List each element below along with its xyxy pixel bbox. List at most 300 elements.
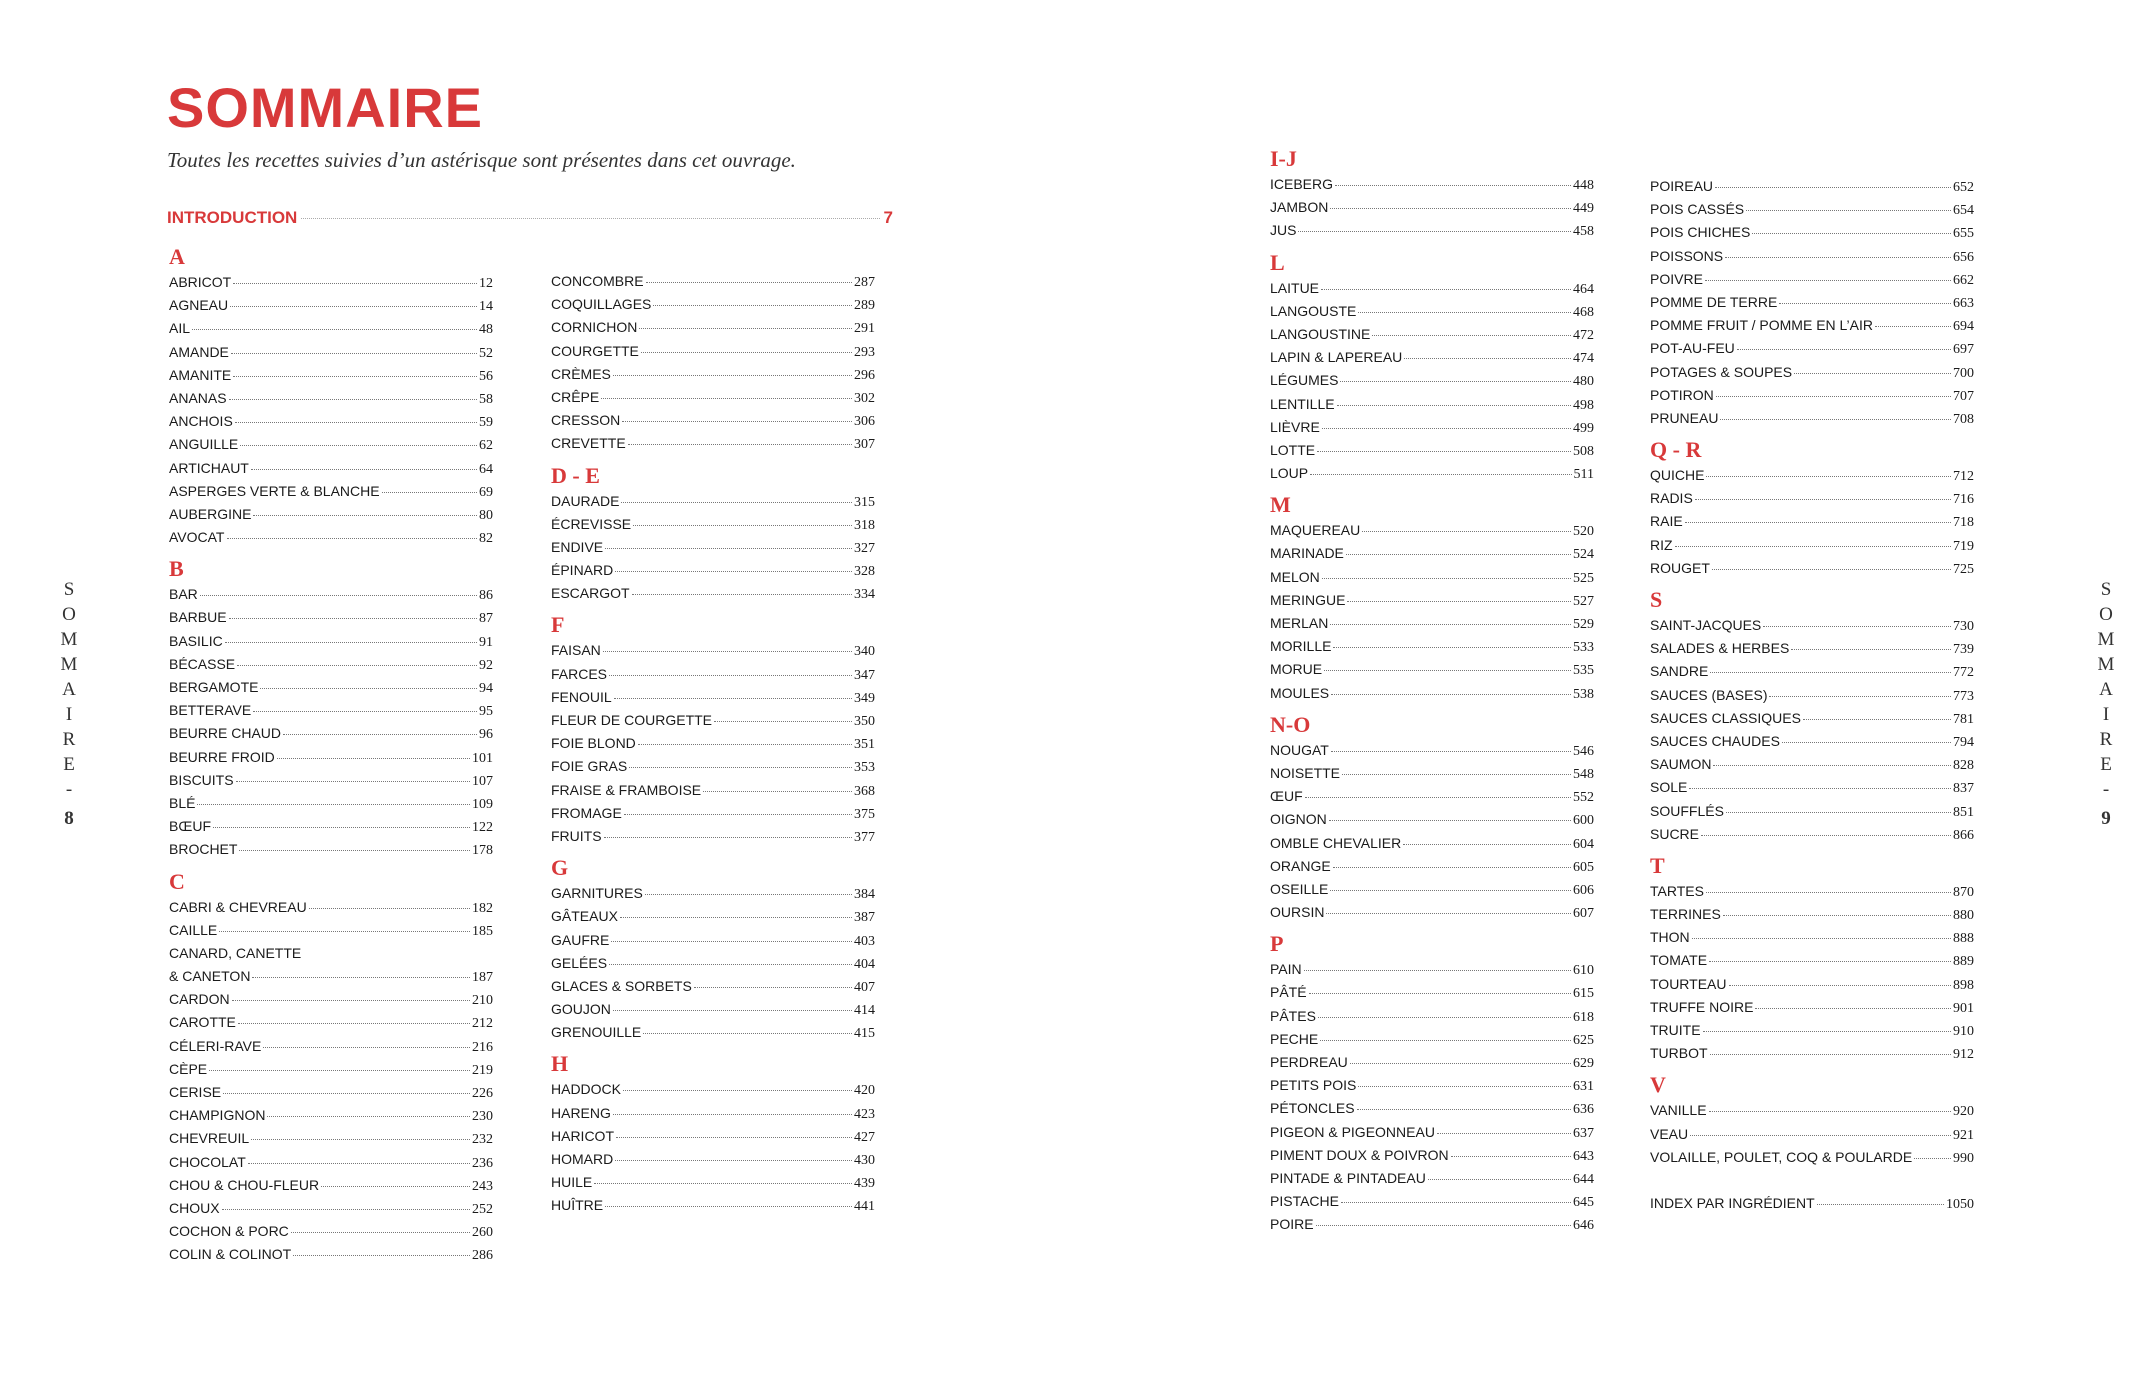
index-entry[interactable] [1270,396,1594,419]
index-entry[interactable] [551,1024,875,1047]
index-entry[interactable] [551,1174,875,1197]
index-entry[interactable] [1270,592,1594,615]
entry-page: 420 [854,1083,875,1099]
letter-heading: M [1270,492,1291,518]
leader-dots [1321,289,1571,290]
entry-name: PISTACHE [1270,1193,1339,1210]
entry-name: FRAISE & FRAMBOISE [551,781,702,798]
index-entry[interactable] [1650,537,1974,560]
index-entry[interactable] [1650,364,1974,387]
entry-name: INDEX PAR INGRÉDIENT [1650,1195,1815,1212]
leader-dots [1362,531,1571,532]
entry-page: 781 [1953,711,1974,727]
index-entry[interactable] [1650,906,1974,929]
index-entry[interactable] [1650,999,1974,1022]
index-entry[interactable] [551,1081,875,1104]
index-entry[interactable] [1650,733,1974,756]
index-entry[interactable] [1270,858,1594,881]
entry-name: LENTILLE [1270,395,1335,412]
entry-name: LOUP [1270,465,1309,482]
index-entry[interactable] [551,666,875,689]
index-entry[interactable] [1650,387,1974,410]
index-entry[interactable] [551,908,875,931]
index-entry[interactable] [1270,1100,1594,1123]
entry-page: 511 [1573,467,1594,483]
entry-page: 472 [1573,327,1594,343]
entry-page: 210 [472,993,493,1009]
index-entry[interactable] [1270,661,1594,684]
index-entry[interactable] [551,978,875,1001]
leader-dots [1309,993,1571,994]
entry-page: 662 [1953,272,1974,288]
index-entry[interactable] [1650,410,1974,433]
index-entry[interactable] [1650,178,1974,201]
index-entry[interactable] [1650,1195,1974,1218]
index-entry[interactable] [1650,224,1974,247]
index-entry[interactable] [551,366,875,389]
index-entry[interactable] [169,922,493,945]
entry-name: POTAGES & SOUPES [1650,363,1793,380]
entry-name: BAR [169,586,198,603]
entry-name: OSEILLE [1270,880,1329,897]
leader-dots [632,594,852,595]
index-entry[interactable] [1270,442,1594,465]
index-entry[interactable] [1650,294,1974,317]
index-entry[interactable] [1270,638,1594,661]
index-entry[interactable] [169,1130,493,1153]
leader-dots [225,642,477,643]
leader-dots [240,445,477,446]
entry-page: 403 [854,933,875,949]
entry-page: 499 [1573,420,1594,436]
entry-name: TOURTEAU [1650,975,1727,992]
leader-dots [605,548,852,549]
index-entry[interactable] [1270,904,1594,927]
index-entry[interactable] [1650,756,1974,779]
index-entry[interactable] [1650,248,1974,271]
leader-dots [1318,1017,1571,1018]
leader-dots [192,329,477,330]
index-entry[interactable] [169,529,493,552]
leader-dots [1710,1054,1951,1055]
index-entry[interactable] [1270,1193,1594,1216]
index-entry[interactable] [169,968,493,991]
side-letter: E [63,754,75,775]
entry-page: 615 [1573,986,1594,1002]
entry-name: POMME FRUIT / POMME EN L’AIR [1650,317,1873,334]
entry-page: 990 [1953,1150,1974,1166]
index-entry[interactable] [1270,326,1594,349]
index-entry[interactable] [169,390,493,413]
leader-dots [1689,788,1951,789]
entry-page: 91 [479,634,493,650]
index-entry[interactable] [551,585,875,608]
index-entry[interactable] [169,725,493,748]
index-entry[interactable] [169,1246,493,1269]
index-entry[interactable] [551,319,875,342]
entry-page: 327 [854,540,875,556]
index-entry[interactable] [1270,1216,1594,1239]
index-entry[interactable] [1270,615,1594,638]
entry-page: 287 [854,275,875,290]
entry-page: 828 [1953,758,1974,774]
leader-dots [1875,326,1951,327]
leader-dots [1333,867,1571,868]
index-entry[interactable] [1270,1124,1594,1147]
entry-name: CRÊPE [551,388,600,405]
side-letter: E [2100,754,2112,775]
entry-page: 889 [1953,954,1974,970]
index-entry[interactable] [1650,513,1974,536]
index-entry[interactable] [551,1197,875,1220]
entry-name: ESCARGOT [551,585,630,602]
leader-dots [594,1183,852,1184]
introduction-entry[interactable] [167,208,893,228]
index-entry[interactable] [169,795,493,818]
letter-heading: Q - R [1650,437,1702,463]
index-entry[interactable] [1650,271,1974,294]
index-entry[interactable] [1650,826,1974,849]
index-entry[interactable] [1270,961,1594,984]
index-entry [1650,1172,1974,1195]
index-entry[interactable] [169,1014,493,1037]
leader-dots [633,525,852,526]
index-entry[interactable] [169,1177,493,1200]
index-entry[interactable] [169,679,493,702]
leader-dots [1326,913,1571,914]
index-entry[interactable] [551,389,875,412]
index-entry[interactable] [1650,976,1974,999]
index-entry[interactable] [1270,765,1594,788]
entry-page: 307 [854,437,875,453]
leader-dots [1330,208,1571,209]
index-entry[interactable] [551,805,875,828]
index-entry[interactable] [169,586,493,609]
index-entry[interactable] [1270,522,1594,545]
index-entry[interactable] [1270,1077,1594,1100]
entry-page: 643 [1573,1148,1594,1164]
entry-name: BROCHET [169,841,238,858]
index-entry[interactable] [169,633,493,656]
entry-name: FAISAN [551,642,601,659]
entry-page: 92 [479,657,493,673]
entry-name: POTIRON [1650,386,1714,403]
index-entry[interactable] [1270,419,1594,442]
leader-dots [236,781,470,782]
index-entry[interactable] [1650,340,1974,363]
entry-page: 182 [472,900,493,916]
entry-name: HARICOT [551,1127,614,1144]
index-entry[interactable] [551,1151,875,1174]
index-entry[interactable] [1650,929,1974,952]
index-entry[interactable] [1270,465,1594,488]
index-entry[interactable] [1270,545,1594,568]
page-number: 8 [64,808,74,829]
entry-page: 315 [854,494,875,510]
index-entry[interactable] [169,945,493,968]
leader-dots [197,804,470,805]
leader-dots [1350,1063,1571,1064]
index-entry[interactable] [169,702,493,725]
entry-page: 739 [1953,642,1974,658]
index-entry[interactable] [551,435,875,458]
index-entry[interactable] [169,344,493,367]
index-entry[interactable] [1270,199,1594,222]
entry-page: 637 [1573,1125,1594,1141]
index-entry[interactable] [169,367,493,390]
index-entry[interactable] [1270,372,1594,395]
index-entry[interactable] [169,297,493,320]
leader-dots [229,618,477,619]
index-entry[interactable] [1650,803,1974,826]
index-column [1270,142,1594,1240]
index-entry[interactable] [1270,685,1594,708]
leader-dots [1331,694,1571,695]
index-entry[interactable] [551,539,875,562]
index-entry[interactable] [1270,788,1594,811]
index-entry[interactable] [1650,1149,1974,1172]
entry-name: LIÈVRE [1270,418,1320,435]
entry-name: CÉLERI-RAVE [169,1037,262,1054]
entry-name: NOUGAT [1270,741,1329,758]
index-entry[interactable] [1270,569,1594,592]
index-entry[interactable] [1270,1008,1594,1031]
index-entry[interactable] [1650,1022,1974,1045]
index-entry[interactable] [169,656,493,679]
index-entry[interactable] [551,885,875,908]
index-entry[interactable] [1650,1102,1974,1125]
index-entry[interactable] [551,412,875,435]
entry-name: CREVETTE [551,435,626,452]
index-entry[interactable] [169,749,493,772]
entry-name: HUÎTRE [551,1197,604,1214]
entry-name: ANANAS [169,389,227,406]
index-entry[interactable] [169,1107,493,1130]
index-entry[interactable] [1650,883,1974,906]
index-entry[interactable] [169,609,493,632]
entry-name: PECHE [1270,1030,1319,1047]
index-entry[interactable] [551,562,875,585]
index-entry[interactable] [169,274,493,297]
entry-name: VOLAILLE, POULET, COQ & POULARDE [1650,1148,1913,1165]
leader-dots [1709,1111,1951,1112]
index-entry[interactable] [551,273,875,296]
index-entry[interactable] [169,1061,493,1084]
entry-name: BEURRE FROID [169,748,275,765]
entry-name: COCHON & PORC [169,1223,289,1240]
entry-name: SOUFFLÉS [1650,802,1724,819]
index-entry[interactable] [169,483,493,506]
index-entry[interactable] [551,1128,875,1151]
entry-page: 252 [472,1201,493,1217]
entry-name: FRUITS [551,827,602,844]
entry-page: 109 [472,796,493,812]
page-title: SOMMAIRE [167,76,483,139]
index-entry[interactable] [551,712,875,735]
index-entry[interactable] [1270,303,1594,326]
leader-dots [1705,280,1951,281]
index-entry[interactable] [551,1105,875,1128]
entry-page: 618 [1573,1009,1594,1025]
entry-name: COURGETTE [551,342,639,359]
entry-name: POISSONS [1650,247,1724,264]
letter-heading: A [169,244,185,269]
index-entry[interactable] [1650,663,1974,686]
index-entry[interactable] [1650,1126,1974,1149]
index-entry[interactable] [169,506,493,529]
entry-name: BÉCASSE [169,655,236,672]
entry-name: COLIN & COLINOT [169,1246,292,1263]
leader-dots [1685,522,1951,523]
entry-name: CAILLE [169,921,218,938]
entry-page: 59 [479,415,493,431]
entry-page: 921 [1953,1127,1974,1143]
leader-dots [1316,1225,1571,1226]
index-entry[interactable] [1650,779,1974,802]
index-entry[interactable] [551,493,875,516]
index-entry[interactable] [551,689,875,712]
leader-dots [1310,474,1571,475]
leader-dots [1428,1179,1571,1180]
index-entry[interactable] [169,436,493,459]
index-entry[interactable] [1270,176,1594,199]
entry-name: POMME DE TERRE [1650,293,1778,310]
index-entry[interactable] [1650,467,1974,490]
leader-dots [252,977,470,978]
entry-name: ARTICHAUT [169,459,249,476]
entry-name: TRUITE [1650,1022,1701,1038]
index-entry[interactable] [169,413,493,436]
index-entry[interactable] [1650,201,1974,224]
leader-dots [1737,349,1951,350]
index-entry[interactable] [551,343,875,366]
entry-name: BEURRE CHAUD [169,725,282,742]
leader-dots [616,1137,852,1138]
index-entry[interactable] [1650,952,1974,975]
index-entry[interactable] [169,991,493,1014]
leader-dots [301,218,879,219]
index-entry[interactable] [551,955,875,978]
entry-name: BISCUITS [169,771,234,788]
entry-page: 851 [1953,804,1974,820]
entry-page: 449 [1573,201,1594,217]
entry-page: 866 [1953,827,1974,843]
index-entry[interactable] [551,735,875,758]
leader-dots [222,1209,470,1210]
index-entry[interactable] [1650,317,1974,340]
index-entry[interactable] [1270,811,1594,834]
index-entry[interactable] [1270,984,1594,1007]
index-entry[interactable] [169,1154,493,1177]
entry-page: 368 [854,783,875,799]
index-entry[interactable] [1270,742,1594,765]
entry-name: RADIS [1650,490,1693,507]
index-entry[interactable] [1270,1170,1594,1193]
leader-dots [638,744,852,745]
index-entry[interactable] [1650,490,1974,513]
index-entry[interactable] [1270,280,1594,303]
side-label-right [2094,577,2118,831]
leader-dots [253,711,477,712]
index-entry[interactable] [1650,1045,1974,1068]
side-letter: R [62,729,76,750]
index-entry[interactable] [1270,1031,1594,1054]
index-entry[interactable] [1270,1054,1594,1077]
leader-dots [603,651,852,652]
leader-dots [1298,231,1571,232]
entry-name: LANGOUSTINE [1270,325,1371,342]
index-entry[interactable] [1650,710,1974,733]
index-entry[interactable] [1270,835,1594,858]
entry-name: CHOU & CHOU-FLEUR [169,1176,320,1193]
entry-name: CORNICHON [551,319,638,336]
index-entry[interactable] [1270,1147,1594,1170]
index-entry[interactable] [551,758,875,781]
index-entry[interactable] [169,460,493,483]
entry-name: CÈPE [169,1060,208,1077]
entry-page: 212 [472,1016,493,1032]
entry-page: 351 [854,737,875,753]
entry-name: CHOUX [169,1199,220,1216]
entry-page: 187 [472,970,493,986]
index-entry[interactable] [1650,617,1974,640]
entry-name: POIS CASSÉS [1650,201,1745,218]
entry-page: 56 [479,368,493,384]
index-entry[interactable] [169,772,493,795]
index-entry[interactable] [551,932,875,955]
index-entry[interactable] [1650,687,1974,710]
entry-name: FROMAGE [551,804,622,821]
leader-dots [604,837,852,838]
index-entry[interactable] [551,782,875,805]
index-entry[interactable] [551,1001,875,1024]
entry-name: ORANGE [1270,857,1331,874]
entry-page: 552 [1573,790,1594,806]
index-entry[interactable] [169,320,493,343]
index-entry[interactable] [169,841,493,864]
index-entry[interactable] [551,296,875,319]
index-entry[interactable] [169,899,493,922]
index-entry[interactable] [551,828,875,851]
entry-page: 94 [479,681,493,696]
entry-name: LÉGUMES [1270,372,1339,389]
index-entry[interactable] [169,1084,493,1107]
letter-heading: B [169,556,184,582]
index-entry[interactable] [1270,881,1594,904]
index-entry[interactable] [169,1038,493,1061]
index-entry[interactable] [169,818,493,841]
entry-name: CARDON [169,991,230,1008]
index-entry[interactable] [551,516,875,539]
index-entry[interactable] [169,1200,493,1223]
entry-page: 1050 [1946,1197,1974,1213]
entry-page: 328 [854,564,875,580]
entry-page: 880 [1953,908,1974,924]
entry-page: 708 [1953,411,1974,427]
entry-page: 96 [479,727,493,743]
leader-dots [267,1116,470,1117]
entry-page: 377 [854,829,875,845]
entry-page: 901 [1953,1000,1974,1016]
index-entry[interactable] [1270,349,1594,372]
index-entry[interactable] [169,1223,493,1246]
entry-name: CHEVREUIL [169,1130,250,1147]
index-entry[interactable] [1650,560,1974,583]
index-entry[interactable] [1270,222,1594,245]
entry-name: PÂTÉ [1270,984,1307,1001]
index-entry[interactable] [1650,640,1974,663]
index-entry[interactable] [551,642,875,665]
